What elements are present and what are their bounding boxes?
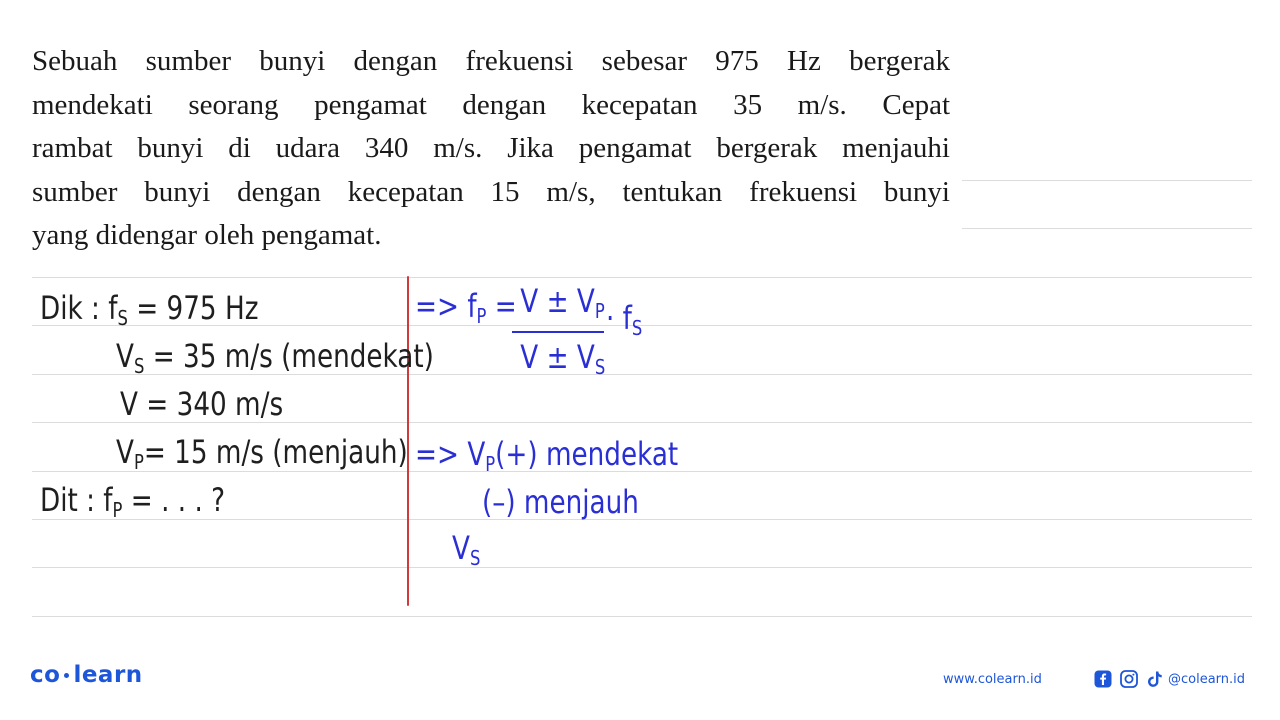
asked-fp: Dit : $f_P$ = . . . ?	[40, 481, 226, 522]
footer-url: www.colearn.id	[943, 672, 1042, 687]
problem-statement	[32, 40, 950, 258]
tiktok-icon	[1146, 670, 1164, 688]
implies-arrow: =>	[415, 435, 459, 473]
instagram-icon	[1120, 670, 1138, 688]
ruled-line	[962, 180, 1252, 181]
problem-line: sumber bunyi dengan kecepatan 15 m/s, tentukan frekuensi bunyi	[32, 175, 950, 208]
known-label: Dik :	[40, 289, 100, 327]
rule-minus: (–) menjauh	[482, 483, 639, 521]
logo-dot	[64, 673, 69, 678]
asked-label: Dit :	[40, 481, 95, 519]
fraction-bar	[512, 331, 604, 333]
problem-line: mendekati seorang pengamat dengan kecepatan 35 m/s. Cepat	[32, 88, 950, 121]
problem-line: Sebuah sumber bunyi dengan frekuensi sebesar 975 Hz bergerak	[32, 45, 950, 77]
problem-line: yang didengar oleh pengamat.	[32, 219, 382, 251]
facebook-icon	[1094, 670, 1112, 688]
rule-plus: => $V_P(+)$ mendekat	[415, 435, 679, 476]
formula-fraction	[512, 283, 604, 385]
formula-lhs: => $f_P$ =	[415, 287, 517, 328]
known-vp: $V_P= 15$ m/s (menjauh)	[116, 433, 408, 474]
ruled-line	[32, 616, 1252, 617]
fraction-denominator: $V \pm V_S$	[520, 338, 606, 379]
known-vs: $V_S = 35$ m/s (mendekat)	[116, 337, 434, 378]
ruled-line	[962, 228, 1252, 229]
implies-arrow: =>	[415, 287, 459, 325]
rule-vs: $V_S$	[452, 529, 481, 570]
footer-handle: @colearn.id	[1168, 672, 1246, 687]
ruled-line	[32, 567, 1252, 568]
known-v: V = 340 m/s	[120, 385, 284, 423]
problem-line: rambat bunyi di udara 340 m/s. Jika pengamat bergerak menjauhi	[32, 132, 950, 164]
colearn-logo: co learn	[30, 662, 143, 688]
known-fs: Dik : $f_S = 975$ Hz	[40, 289, 259, 330]
formula-factor: · $f_S$	[606, 299, 643, 340]
ruled-line	[32, 277, 1252, 278]
fraction-numerator: $V \pm V_P$	[520, 282, 605, 323]
